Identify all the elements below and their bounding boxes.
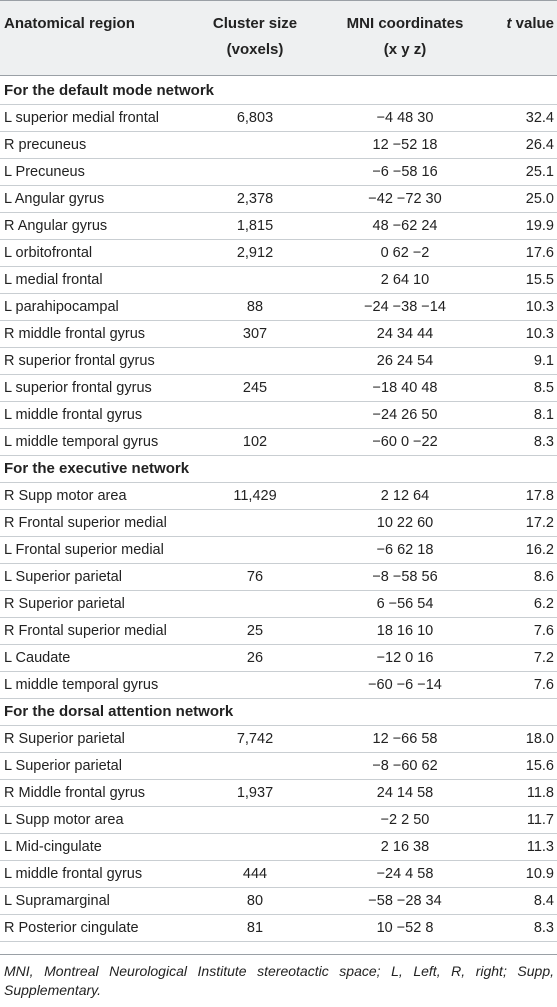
t-value-cell: 10.3 <box>525 326 554 342</box>
table-row <box>0 267 557 294</box>
t-value-cell: 17.2 <box>525 515 554 531</box>
table-row <box>0 105 557 132</box>
mni-coordinates-cell: 48 −62 24 <box>372 218 438 234</box>
cluster-size-cell: 6,803 <box>236 110 274 126</box>
table-row <box>0 537 557 564</box>
table-row <box>0 483 557 510</box>
mni-coordinates-cell: 24 34 44 <box>376 326 434 342</box>
table-row <box>0 888 557 915</box>
t-value-cell: 32.4 <box>525 110 554 126</box>
mni-coordinates-cell: 10 −52 8 <box>376 920 434 936</box>
table-row <box>0 645 557 672</box>
cluster-size-cell: 76 <box>246 569 264 585</box>
region-cell: L medial frontal <box>4 272 103 288</box>
table-row <box>0 429 557 456</box>
mni-coordinates-cell: 24 14 58 <box>376 785 434 801</box>
region-cell: L orbitofrontal <box>4 245 93 261</box>
region-cell: R superior frontal gyrus <box>4 353 155 369</box>
region-cell: R Posterior cingulate <box>4 920 139 936</box>
region-cell: L superior frontal gyrus <box>4 380 152 396</box>
cluster-size-cell: 307 <box>242 326 268 342</box>
cluster-size-cell: 25 <box>246 623 264 639</box>
table-row <box>0 294 557 321</box>
region-cell: L middle temporal gyrus <box>4 434 159 450</box>
t-value-cell: 17.6 <box>525 245 554 261</box>
t-value-cell: 11.8 <box>526 785 554 801</box>
table-row <box>0 402 557 429</box>
column-header-t-value: t value <box>506 15 554 32</box>
t-value-cell: 9.1 <box>533 353 554 369</box>
region-cell: R Frontal superior medial <box>4 515 167 531</box>
region-cell: R Frontal superior medial <box>4 623 167 639</box>
t-value-cell: 8.1 <box>533 407 554 423</box>
section-title: For the executive network <box>4 460 190 477</box>
cluster-size-cell: 11,429 <box>233 488 277 504</box>
region-cell: R Angular gyrus <box>4 218 108 234</box>
mni-coordinates-cell: −42 −72 30 <box>368 191 442 207</box>
t-value-cell: 8.3 <box>533 920 554 936</box>
table-row <box>0 834 557 861</box>
table-row <box>0 564 557 591</box>
cluster-size-cell: 81 <box>246 920 264 936</box>
t-value-cell: 18.0 <box>525 731 554 747</box>
region-cell: L Supramarginal <box>4 893 110 909</box>
cluster-size-cell: 80 <box>246 893 264 909</box>
table-row <box>0 861 557 888</box>
table-row <box>0 753 557 780</box>
mni-coordinates-cell: 6 −56 54 <box>376 596 434 612</box>
t-value-cell: 17.8 <box>525 488 554 504</box>
mni-coordinates-cell: −60 −6 −14 <box>368 677 442 693</box>
mni-coordinates-cell: −24 4 58 <box>376 866 434 882</box>
section-row <box>0 456 557 483</box>
cluster-size-cell: 88 <box>246 299 264 315</box>
mni-coordinates-cell: −24 −38 −14 <box>364 299 446 315</box>
region-cell: L Supp motor area <box>4 812 124 828</box>
table-row <box>0 132 557 159</box>
t-value-cell: 8.3 <box>533 434 554 450</box>
mni-coordinates-cell: 18 16 10 <box>376 623 434 639</box>
region-cell: L middle frontal gyrus <box>4 866 143 882</box>
region-cell: R precuneus <box>4 137 87 153</box>
t-value-cell: 7.2 <box>533 650 554 666</box>
region-cell: L Superior parietal <box>4 758 122 774</box>
region-cell: L middle temporal gyrus <box>4 677 159 693</box>
region-cell: L Frontal superior medial <box>4 542 164 558</box>
mni-coordinates-cell: −8 −60 62 <box>372 758 438 774</box>
t-value-cell: 10.3 <box>525 299 554 315</box>
mni-coordinates-cell: 12 −52 18 <box>372 137 438 153</box>
table-row <box>0 186 557 213</box>
table-footnote: MNI, Montreal Neurological Institute stereotactic space; L, Left, R, right; Supp, Supplementary. <box>4 963 554 998</box>
region-cell: L Precuneus <box>4 164 85 180</box>
t-value-cell: 7.6 <box>533 677 554 693</box>
t-value-cell: 11.3 <box>526 839 554 855</box>
section-row <box>0 78 557 105</box>
cluster-size-cell: 7,742 <box>236 731 274 747</box>
region-cell: R Supp motor area <box>4 488 127 504</box>
column-header-cluster-size: Cluster size (voxels) <box>212 15 298 58</box>
cluster-size-cell: 444 <box>242 866 268 882</box>
table-bottom-rule <box>0 954 557 955</box>
mni-coordinates-cell: 26 24 54 <box>376 353 434 369</box>
table-row <box>0 807 557 834</box>
t-value-cell: 8.5 <box>533 380 554 396</box>
t-value-cell: 7.6 <box>533 623 554 639</box>
column-header-mni-coordinates: MNI coordinates (x y z) <box>346 15 464 58</box>
mni-coordinates-cell: 2 16 38 <box>380 839 430 855</box>
mni-coordinates-cell: −6 62 18 <box>376 542 434 558</box>
mni-coordinates-cell: 2 12 64 <box>380 488 430 504</box>
t-value-cell: 15.6 <box>525 758 554 774</box>
mni-coordinates-cell: 2 64 10 <box>380 272 430 288</box>
cluster-size-cell: 245 <box>242 380 268 396</box>
region-cell: L middle frontal gyrus <box>4 407 143 423</box>
region-cell: R Superior parietal <box>4 731 125 747</box>
table-row <box>0 672 557 699</box>
section-row <box>0 699 557 726</box>
mni-coordinates-cell: −58 −28 34 <box>368 893 442 909</box>
table-row <box>0 915 557 942</box>
section-title: For the default mode network <box>4 82 215 99</box>
mni-coordinates-cell: −60 0 −22 <box>372 434 438 450</box>
table-row <box>0 213 557 240</box>
cluster-size-cell: 102 <box>242 434 268 450</box>
cluster-size-cell: 1,815 <box>236 218 274 234</box>
t-value-cell: 26.4 <box>525 137 554 153</box>
cluster-size-cell: 1,937 <box>236 785 274 801</box>
table-row <box>0 375 557 402</box>
t-value-cell: 10.9 <box>525 866 554 882</box>
region-cell: R Middle frontal gyrus <box>4 785 146 801</box>
mni-coordinates-cell: −18 40 48 <box>372 380 438 396</box>
t-value-cell: 11.7 <box>526 812 554 828</box>
region-cell: R middle frontal gyrus <box>4 326 146 342</box>
region-cell: R Superior parietal <box>4 596 125 612</box>
t-value-cell: 25.0 <box>525 191 554 207</box>
table-row <box>0 618 557 645</box>
t-value-cell: 6.2 <box>533 596 554 612</box>
t-value-cell: 16.2 <box>525 542 554 558</box>
mni-coordinates-cell: 10 22 60 <box>376 515 434 531</box>
mni-coordinates-cell: −12 0 16 <box>376 650 434 666</box>
region-cell: L parahipocampal <box>4 299 119 315</box>
t-value-cell: 19.9 <box>525 218 554 234</box>
mni-coordinates-cell: −8 −58 56 <box>372 569 438 585</box>
mni-coordinates-cell: −24 26 50 <box>372 407 438 423</box>
cluster-size-cell: 2,378 <box>236 191 274 207</box>
table-row <box>0 780 557 807</box>
region-cell: L Angular gyrus <box>4 191 105 207</box>
mni-coordinates-cell: 0 62 −2 <box>380 245 430 261</box>
table-row <box>0 321 557 348</box>
table-row <box>0 591 557 618</box>
region-cell: L Mid-cingulate <box>4 839 102 855</box>
region-cell: L superior medial frontal <box>4 110 160 126</box>
t-value-cell: 25.1 <box>525 164 554 180</box>
table-row <box>0 240 557 267</box>
section-title: For the dorsal attention network <box>4 703 234 720</box>
cluster-size-cell: 26 <box>246 650 264 666</box>
mni-coordinates-cell: 12 −66 58 <box>372 731 438 747</box>
column-header-anatomical-region: Anatomical region <box>4 15 135 32</box>
mni-coordinates-cell: −4 48 30 <box>376 110 434 126</box>
table-row <box>0 159 557 186</box>
region-cell: L Caudate <box>4 650 71 666</box>
table-row <box>0 348 557 375</box>
t-value-cell: 15.5 <box>525 272 554 288</box>
t-value-cell: 8.4 <box>533 893 554 909</box>
t-value-cell: 8.6 <box>533 569 554 585</box>
mni-coordinates-cell: −2 2 50 <box>380 812 430 828</box>
region-cell: L Superior parietal <box>4 569 122 585</box>
table-header <box>0 0 557 76</box>
cluster-size-cell: 2,912 <box>236 245 274 261</box>
mni-coordinates-cell: −6 −58 16 <box>372 164 438 180</box>
table-row <box>0 510 557 537</box>
table-row <box>0 726 557 753</box>
